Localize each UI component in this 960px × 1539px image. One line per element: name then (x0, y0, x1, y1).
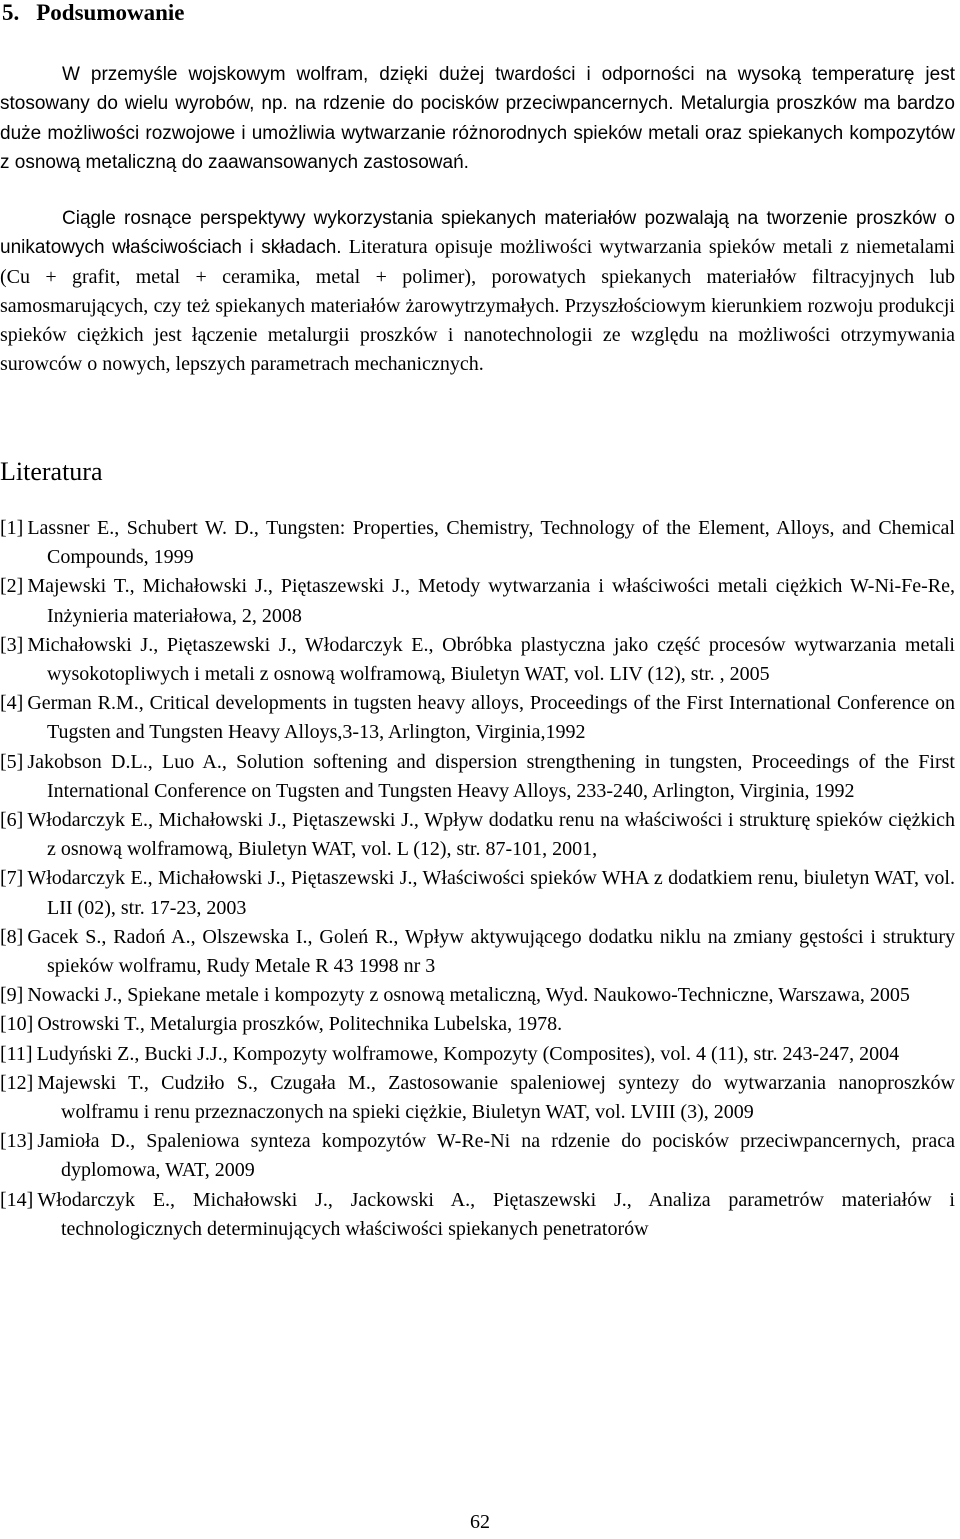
summary-paragraph-2 (0, 204, 955, 380)
reference-text: Włodarczyk E., Michałowski J., Piętaszewski J., Właściwości spieków WHA z dodatkiem renu, biuletyn WAT, vol. LII (02), str. 17-23, 2003 (27, 867, 955, 919)
section-number: 5. (2, 0, 20, 25)
reference-number: [9] (0, 984, 24, 1007)
reference-text: Gacek S., Radoń A., Olszewska I., Goleń R., Wpływ aktywującego dodatku niklu na zmiany gęstości i struktury spieków wolframu, Rudy Metale R 43 1998 nr 3 (27, 925, 955, 978)
reference-number: [6] (0, 809, 24, 832)
section-title: Podsumowanie (36, 0, 185, 25)
reference-item (0, 864, 955, 922)
reference-text: Włodarczyk E., Michałowski J., Piętaszewski J., Wpływ dodatku renu na właściwości i strukturę spieków ciężkich z osnową wolframową, Biuletyn WAT, vol. L (12), str. 87-101, 2001, (27, 809, 955, 861)
literature-heading: Literatura (0, 457, 103, 486)
reference-number: [3] (0, 633, 24, 656)
reference-text: Nowacki J., Spiekane metale i kompozyty z osnową metaliczną, Wyd. Naukowo-Techniczne, Warszawa, 2005 (27, 984, 910, 1007)
reference-number: [2] (0, 575, 24, 598)
reference-number: [1] (0, 517, 24, 539)
reference-item (0, 514, 955, 572)
reference-text: Majewski T., Michałowski J., Piętaszewski J., Metody wytwarzania i właściwości metali ciężkich W-Ni-Fe-Re, Inżynieria materiałowa, 2, 2008 (27, 575, 955, 627)
reference-text: German R.M., Critical developments in tugsten heavy alloys, Proceedings of the First International Conference on Tugsten and Tungsten Heavy Alloys,3-13, Arlington, Virginia,1992 (27, 692, 955, 744)
reference-item (0, 1040, 955, 1069)
reference-text: Włodarczyk E., Michałowski J., Jackowski A., Piętaszewski J., Analiza parametrów materiałów i technologicznych determinujących właściwości spiekanych penetratorów (37, 1188, 955, 1240)
reference-item (0, 689, 955, 747)
reference-item (0, 1127, 955, 1185)
reference-list (0, 514, 955, 1244)
reference-number: [10] (0, 1013, 34, 1036)
reference-item (0, 631, 955, 689)
reference-item (0, 981, 955, 1010)
reference-number: [11] (0, 1042, 33, 1065)
reference-number: [7] (0, 867, 24, 890)
reference-item (0, 806, 955, 864)
reference-text: Lassner E., Schubert W. D., Tungsten: Properties, Chemistry, Technology of the Element, Alloys, and Chemical Compounds, 1999 (27, 517, 955, 569)
reference-item (0, 1010, 955, 1039)
reference-number: [8] (0, 925, 24, 948)
reference-text: Jamioła D., Spaleniowa synteza kompozytów W-Re-Ni na rdzenie do pocisków przeciwpancernych, praca dyplomowa, WAT, 2009 (37, 1130, 955, 1182)
reference-item (0, 1069, 955, 1127)
reference-text: Jakobson D.L., Luo A., Solution softening and dispersion strengthening in tungsten, Proceedings of the First International Conference on Tugsten and Tungsten Heavy Alloys, 233-240, Arlington, Virginia, 1992 (27, 750, 955, 802)
reference-number: [14] (0, 1188, 34, 1211)
reference-item (0, 923, 955, 981)
page-number: 62 (470, 1511, 490, 1533)
reference-text: Majewski T., Cudziło S., Czugała M., Zastosowanie spaleniowej syntezy do wytwarzania nanoproszków wolframu i renu przeznaczonych na spieki ciężkie, Biuletyn WAT, vol. LVIII (3), 2009 (37, 1071, 955, 1124)
reference-item (0, 748, 955, 806)
reference-item (0, 572, 955, 630)
reference-number: [5] (0, 750, 24, 773)
reference-number: [13] (0, 1130, 34, 1153)
reference-text: Ostrowski T., Metalurgia proszków, Politechnika Lubelska, 1978. (37, 1013, 563, 1036)
reference-number: [12] (0, 1071, 34, 1094)
reference-number: [4] (0, 692, 24, 715)
summary-paragraph-2-part-b: Literatura opisuje możliwości wytwarzania spieków metali z niemetalami (Cu + grafit, metal + ceramika, metal + polimer), porowatych spiekanych materiałów filtracyjnych lub samosmarujących, czy też spiekanych materiałów żarowytrzymałych. Przyszłościowym kierunkiem rozwoju produkcji spieków ciężkich jest łączenie metalurgii proszków i nanotechnologii ze względu na możliwości otrzymywania surowców o nowych, lepszych parametrach mechanicznych. (0, 236, 955, 376)
summary-paragraph-1: W przemyśle wojskowym wolfram, dzięki dużej twardości i odporności na wysoką temperaturę jest stosowany do wielu wyrobów, np. na rdzenie do pocisków przeciwpancernych. Metalurgia proszków ma bardzo duże możliwości rozwojowe i umożliwia wytwarzanie różnorodnych spieków metali oraz spiekanych kompozytów z osnową metaliczną do zaawansowanych zastosowań. (0, 64, 955, 173)
reference-item (0, 1186, 955, 1244)
reference-text: Ludyński Z., Bucki J.J., Kompozyty wolframowe, Kompozyty (Composites), vol. 4 (11), str. 243-247, 2004 (36, 1042, 900, 1065)
summary-paragraph-2-part-a: Ciągle rosnące perspektywy wykorzystania spiekanych materiałów pozwalają na tworzenie proszków o unikatowych właściwościach i składach. (0, 208, 955, 259)
section-heading (2, 0, 185, 28)
reference-text: Michałowski J., Piętaszewski J., Włodarczyk E., Obróbka plastyczna jako część procesów wytwarzania metali wysokotopliwych i metali z osnową wolframową, Biuletyn WAT, vol. LIV (12), str. , 2005 (27, 633, 955, 686)
